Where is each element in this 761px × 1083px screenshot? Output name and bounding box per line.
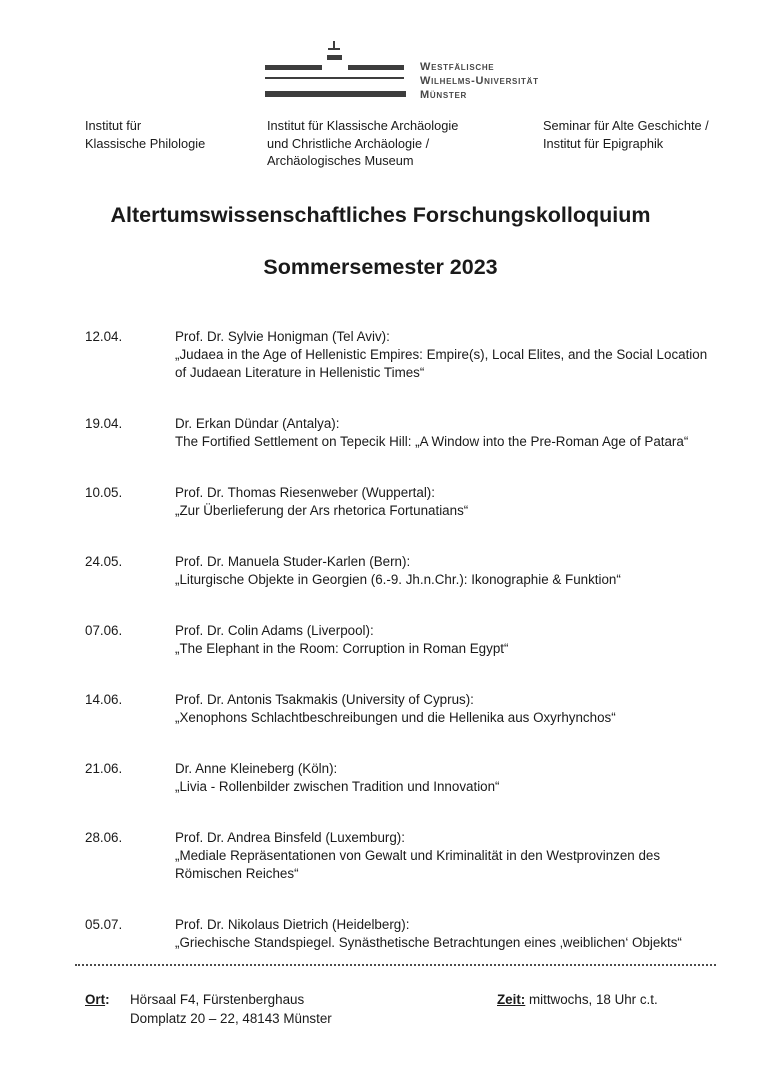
- institute-line: Klassische Philologie: [85, 135, 206, 151]
- entry-speaker: Dr. Erkan Dündar (Antalya):: [175, 416, 340, 431]
- entry-speaker: Prof. Dr. Manuela Studer-Karlen (Bern):: [175, 554, 411, 569]
- entry-speaker: Prof. Dr. Colin Adams (Liverpool):: [175, 623, 374, 638]
- logo-bar: [328, 48, 340, 50]
- dashed-separator: [75, 964, 716, 966]
- entry-body: [175, 691, 716, 727]
- entry-body: [175, 829, 716, 883]
- logo-bar: [265, 91, 406, 97]
- zeit-label: Zeit:: [497, 992, 526, 1007]
- entry-speaker: Prof. Dr. Sylvie Honigman (Tel Aviv):: [175, 329, 390, 344]
- entry-body: [175, 415, 716, 451]
- entry-date: 19.04.: [85, 416, 123, 431]
- entry-date: 14.06.: [85, 692, 123, 707]
- schedule-entry: [85, 415, 716, 451]
- university-logo: [264, 38, 539, 102]
- schedule-entry: [85, 760, 716, 796]
- entry-body: [175, 484, 716, 520]
- institute-line: Institut für: [85, 118, 142, 133]
- logo-text-line: Westfälische: [420, 61, 495, 73]
- logo-text-line: Wilhelms-Universität: [420, 75, 539, 87]
- entry-speaker: Prof. Dr. Antonis Tsakmakis (University of Cyprus):: [175, 692, 474, 707]
- entry-talk-title: „Judaea in the Age of Hellenistic Empires: Empire(s), Local Elites, and the Social Location of Judaean Literature in Hellenistic Times“: [175, 347, 708, 380]
- ort-label-text: Ort: [85, 992, 106, 1007]
- logo-bar: [348, 65, 404, 70]
- entry-body: [175, 916, 716, 952]
- logo-bar: [327, 55, 342, 60]
- entry-talk-title: „Zur Überlieferung der Ars rhetorica Fortunatians“: [175, 503, 469, 518]
- entry-date: 24.05.: [85, 554, 123, 569]
- entry-speaker: Prof. Dr. Thomas Riesenweber (Wuppertal):: [175, 485, 435, 500]
- zeit-block: [497, 990, 658, 1009]
- entry-talk-title: „Xenophons Schlachtbeschreibungen und die Hellenika aus Oxyrhynchos“: [175, 710, 616, 725]
- entry-date: 05.07.: [85, 917, 123, 932]
- university-logo-text: [420, 60, 539, 102]
- entry-talk-title: „Livia - Rollenbilder zwischen Tradition und Innovation“: [175, 779, 500, 794]
- institute-line: Institut für Klassische Archäologie: [267, 118, 459, 133]
- entry-date: 12.04.: [85, 329, 123, 344]
- ort-value: [130, 990, 460, 1028]
- schedule-entry: [85, 328, 716, 382]
- logo-text-line: Münster: [420, 89, 467, 101]
- institute-alte-geschichte: [543, 117, 723, 152]
- entry-date: 10.05.: [85, 485, 123, 500]
- page-title: Altertumswissenschaftliches Forschungskolloquium: [110, 203, 651, 227]
- schedule-list: [85, 328, 716, 985]
- entry-talk-title: „Mediale Repräsentationen von Gewalt und Kriminalität in den Westprovinzen des Römischen Reiches“: [175, 848, 661, 881]
- institute-archaeologie: [267, 117, 537, 170]
- page-subtitle: Sommersemester 2023: [263, 255, 498, 279]
- entry-body: [175, 760, 716, 796]
- entry-body: [175, 553, 716, 589]
- ort-value-line: Domplatz 20 – 22, 48143 Münster: [130, 1011, 332, 1026]
- schedule-entry: [85, 829, 716, 883]
- schedule-entry: [85, 622, 716, 658]
- institute-line: Institut für Epigraphik: [543, 135, 664, 151]
- entry-date: 28.06.: [85, 830, 123, 845]
- ort-label: [85, 990, 110, 1009]
- entry-talk-title: „The Elephant in the Room: Corruption in Roman Egypt“: [175, 641, 509, 656]
- ort-label-colon: :: [105, 992, 110, 1007]
- institute-line: Seminar für Alte Geschichte /: [543, 118, 709, 133]
- entry-talk-title: „Griechische Standspiegel. Synästhetische Betrachtungen eines ‚weiblichen‘ Objekts“: [175, 935, 682, 950]
- schedule-entry: [85, 691, 716, 727]
- entry-talk-title: „Liturgische Objekte in Georgien (6.-9. Jh.n.Chr.): Ikonographie & Funktion“: [175, 572, 621, 587]
- logo-bar: [265, 65, 322, 70]
- logo-bar: [265, 77, 404, 79]
- institute-philologie: [85, 117, 260, 152]
- entry-date: 07.06.: [85, 623, 123, 638]
- entry-date: 21.06.: [85, 761, 123, 776]
- schedule-entry: [85, 916, 716, 952]
- entry-speaker: Prof. Dr. Nikolaus Dietrich (Heidelberg):: [175, 917, 410, 932]
- schedule-entry: [85, 484, 716, 520]
- institute-line: Archäologisches Museum: [267, 153, 414, 168]
- ort-value-line: Hörsaal F4, Fürstenberghaus: [130, 992, 305, 1007]
- logo-bar: [333, 41, 335, 48]
- institute-line: und Christliche Archäologie /: [267, 135, 430, 151]
- entry-body: [175, 328, 716, 382]
- entry-talk-title: The Fortified Settlement on Tepecik Hill: „A Window into the Pre-Roman Age of Patara“: [175, 434, 689, 449]
- entry-speaker: Prof. Dr. Andrea Binsfeld (Luxemburg):: [175, 830, 405, 845]
- schedule-entry: [85, 553, 716, 589]
- entry-body: [175, 622, 716, 658]
- entry-speaker: Dr. Anne Kleineberg (Köln):: [175, 761, 338, 776]
- zeit-value: mittwochs, 18 Uhr c.t.: [525, 992, 658, 1007]
- wwu-logo-icon: [264, 38, 406, 100]
